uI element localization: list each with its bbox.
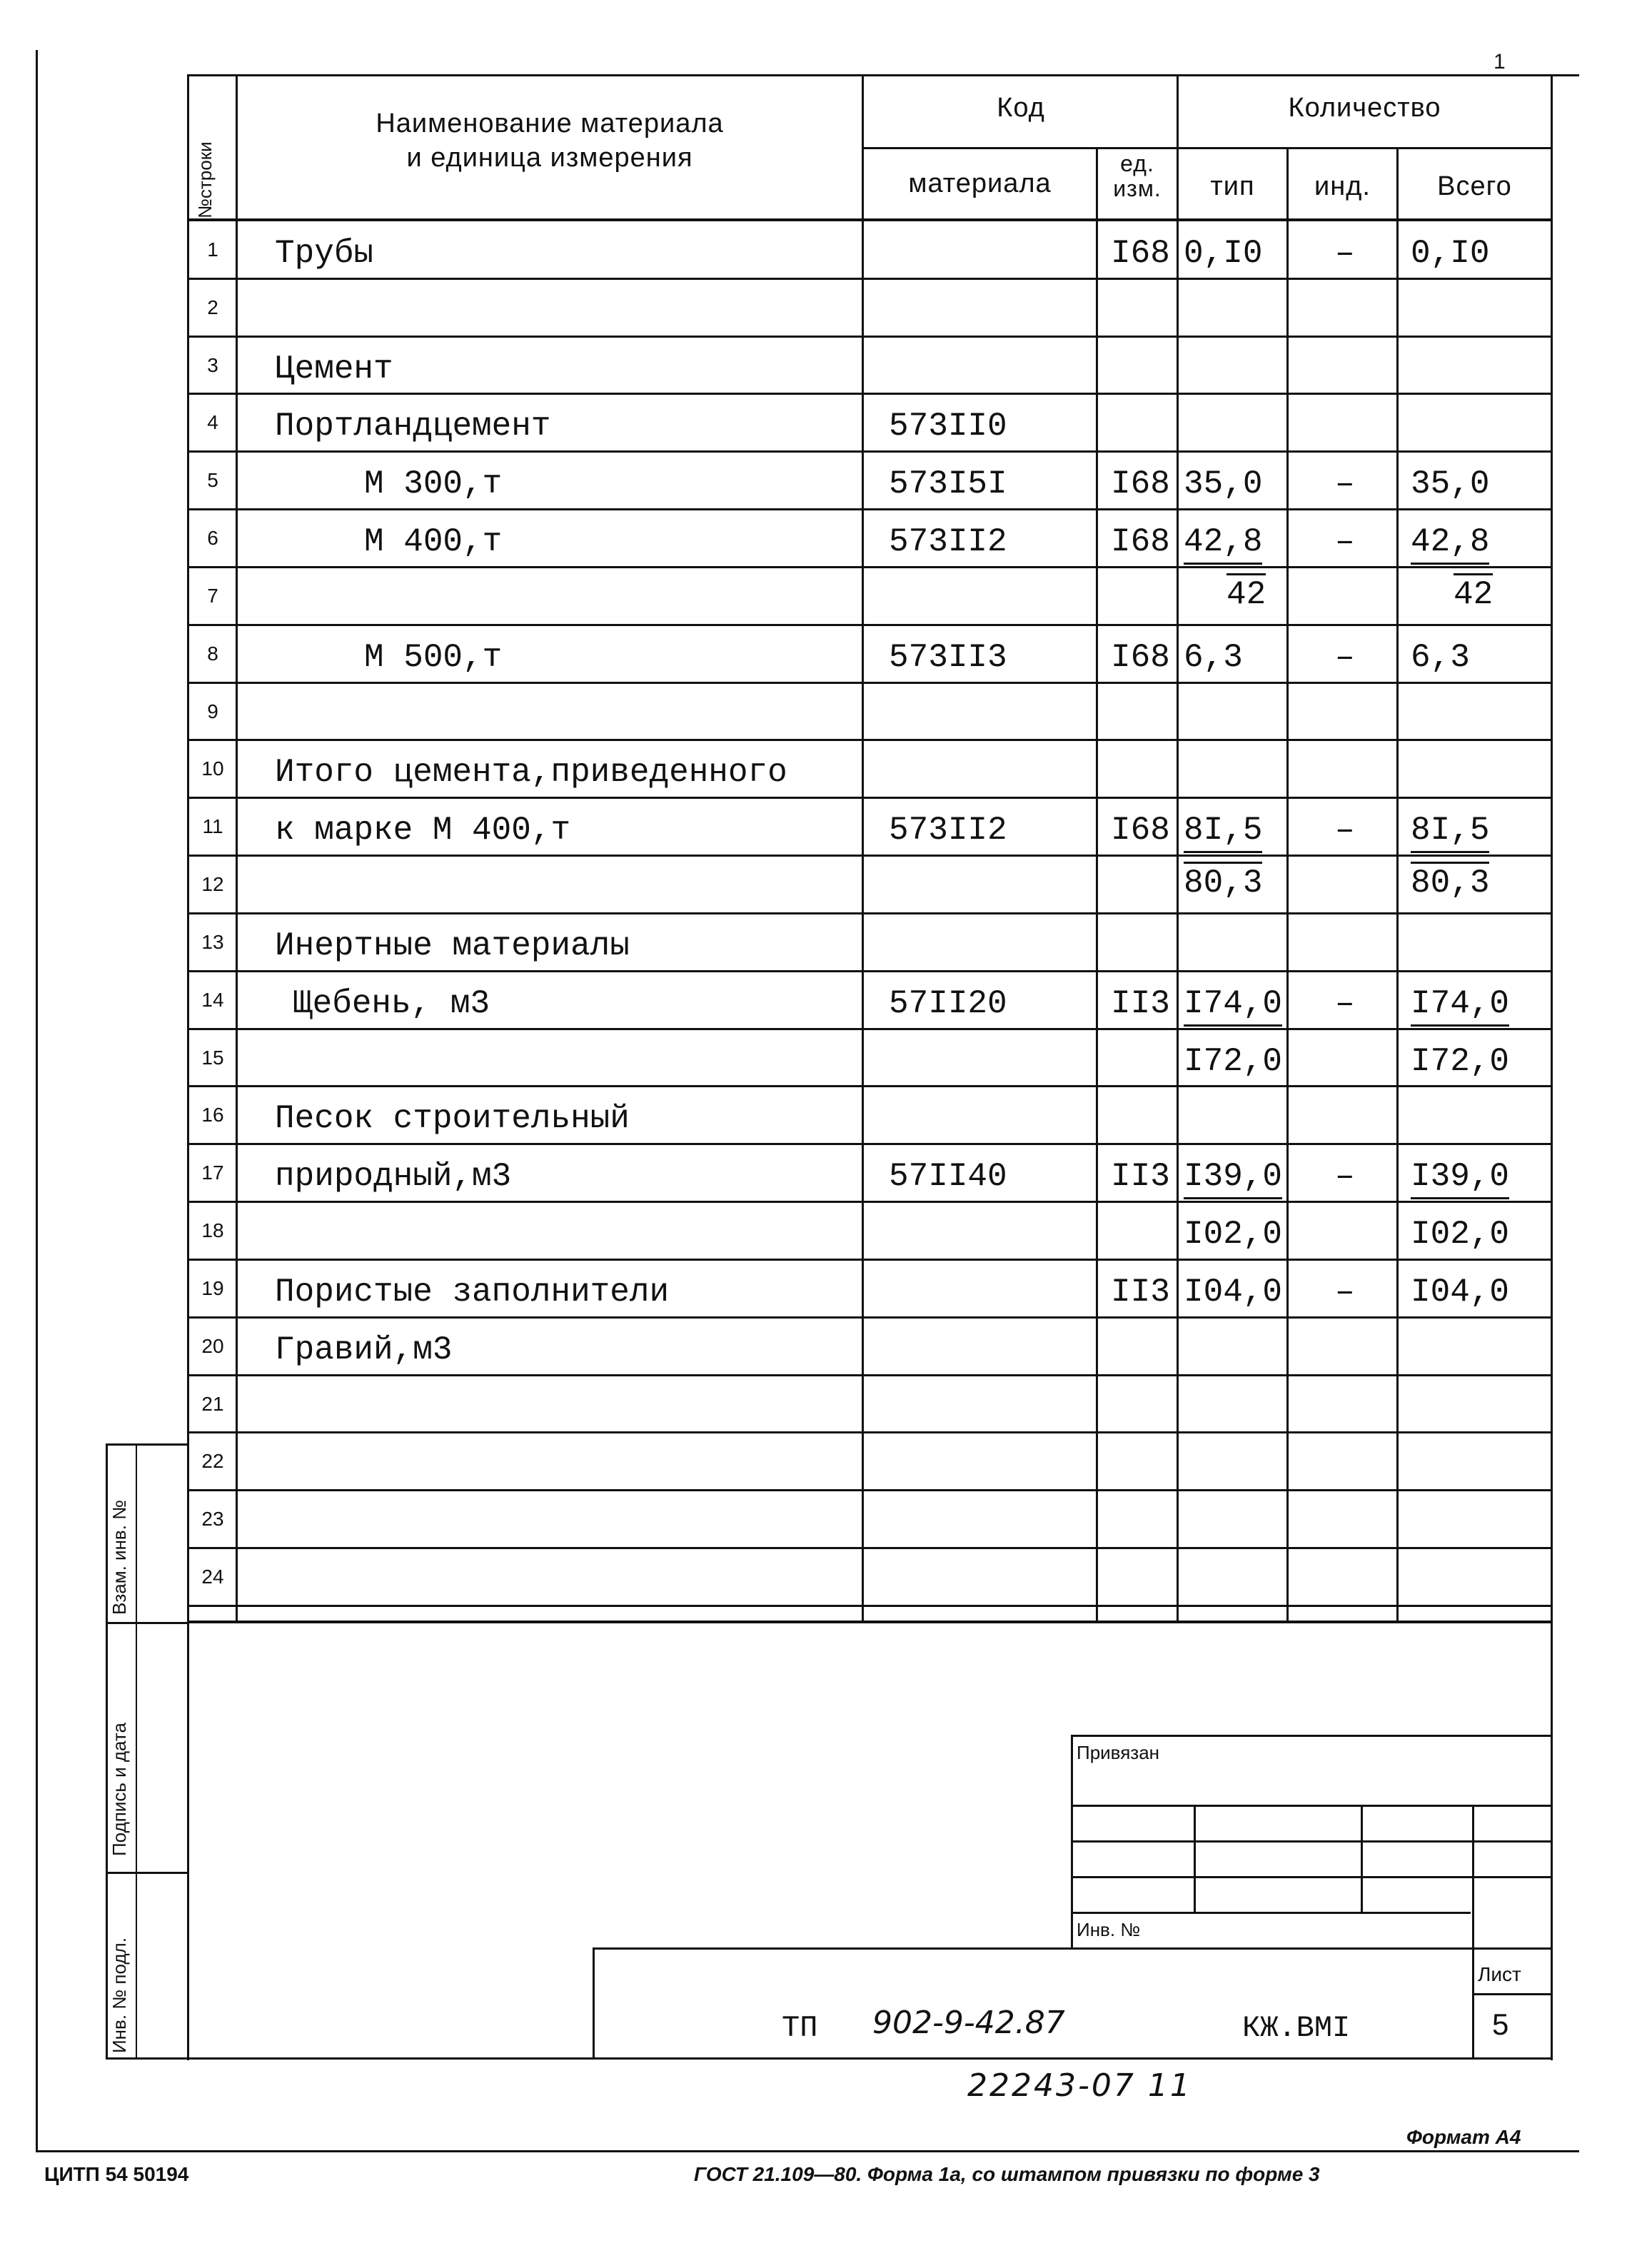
col-ind-header: инд. [1314, 171, 1371, 201]
col-line-tip [1286, 147, 1289, 1621]
left-margin-line [36, 50, 38, 2152]
col-line-code [1096, 147, 1098, 1621]
row-number: 14 [201, 988, 224, 1011]
row-tip: 42,8 [1184, 525, 1262, 565]
row-tip: I74,0 [1184, 987, 1282, 1027]
footer-left: ЦИТП 54 50194 [44, 2163, 189, 2185]
row-number: 19 [201, 1276, 224, 1299]
row-total: I04,0 [1411, 1273, 1510, 1311]
row-tip: 6,3 [1184, 638, 1243, 676]
list-value: 5 [1492, 2007, 1509, 2041]
handwritten-number: 22243-07 11 [967, 2067, 1192, 2104]
col-tip-header: тип [1210, 171, 1255, 201]
col-line-ind [1396, 147, 1399, 1621]
row-number: 9 [207, 700, 218, 722]
row-line [187, 970, 1553, 972]
stamp-inv-label: Инв. № [1077, 1919, 1141, 1940]
row-code: 57II20 [889, 984, 1007, 1022]
row-number: 1 [207, 238, 218, 261]
row-ind: – [1335, 638, 1355, 676]
row-total: 6,3 [1411, 638, 1470, 676]
row-line [187, 1201, 1553, 1203]
row-name: к марке М 400,т [275, 812, 571, 850]
row-number: 11 [202, 815, 223, 838]
row-line [187, 797, 1553, 799]
row-line [187, 1605, 1553, 1607]
title-block-top [593, 1947, 1553, 1950]
row-name: М 500,т [364, 638, 503, 676]
row-total: 35,0 [1411, 465, 1490, 503]
col-line-unit [1177, 74, 1179, 1621]
row-line [187, 1143, 1553, 1145]
frame-right-line [1551, 74, 1553, 2060]
row-name: Щебень, м3 [293, 984, 490, 1022]
row-number: 15 [201, 1046, 224, 1069]
header-mid-line [862, 147, 1553, 149]
row-number: 20 [201, 1334, 224, 1357]
col-unit-header: ед. изм. [1113, 151, 1162, 202]
side-block-left-line [106, 1443, 108, 2060]
row-tip: 0,I0 [1184, 235, 1263, 272]
side-block-div2 [106, 1872, 189, 1874]
row-ind: – [1335, 1158, 1355, 1196]
side-label-vzam: Взам. инв. № [109, 1499, 130, 1615]
row-line [187, 1489, 1553, 1491]
row-number: 16 [201, 1104, 224, 1127]
row-unit: I68 [1111, 235, 1170, 272]
row-line [187, 450, 1553, 453]
row-total: 42 [1454, 573, 1493, 611]
row-number: 7 [207, 584, 218, 607]
row-name: Портландцемент [275, 408, 551, 445]
row-name: Пористые заполнители [275, 1273, 670, 1311]
col-line-num [236, 74, 238, 1621]
row-name: Песок строительный [275, 1100, 630, 1138]
stamp-privyazan-top [1071, 1735, 1553, 1737]
side-block-top-line [106, 1443, 189, 1446]
row-number: 22 [201, 1450, 224, 1473]
row-name: природный,м3 [275, 1158, 512, 1196]
col-line-name [862, 74, 864, 1621]
side-label-inv-podl: Инв. № подл. [109, 1937, 130, 2053]
row-total: 0,I0 [1411, 235, 1490, 272]
row-number: 5 [207, 469, 218, 492]
row-number: 18 [201, 1219, 224, 1242]
row-code: 573II0 [889, 408, 1007, 445]
row-tip: I02,0 [1184, 1216, 1283, 1254]
row-ind: – [1335, 984, 1355, 1022]
row-code: 573II2 [889, 523, 1007, 561]
row-line [187, 1374, 1553, 1376]
row-line [187, 1547, 1553, 1549]
row-total: I39,0 [1411, 1160, 1509, 1199]
title-block-left [593, 1947, 595, 2060]
row-unit: II3 [1111, 984, 1170, 1022]
row-total: 42,8 [1411, 525, 1489, 565]
row-tip: 35,0 [1184, 465, 1263, 503]
row-ind: – [1335, 523, 1355, 561]
doc-prefix: ТП [782, 2011, 818, 2045]
row-number: 13 [201, 930, 224, 953]
col-total-header: Всего [1437, 171, 1512, 201]
row-unit: II3 [1111, 1158, 1170, 1196]
row-ind: – [1335, 465, 1355, 503]
row-line [187, 912, 1553, 914]
header-bottom-line [187, 218, 1553, 221]
doc-number: 902-9-42.87 [872, 2005, 1065, 2041]
side-label-podpis: Подпись и дата [109, 1722, 130, 1856]
row-line [187, 508, 1553, 510]
row-line [187, 1259, 1553, 1261]
row-ind: – [1335, 235, 1355, 272]
table-bottom-line [187, 1621, 1553, 1623]
row-line [187, 682, 1553, 684]
row-tip: 80,3 [1184, 862, 1262, 899]
row-tip: I72,0 [1184, 1042, 1283, 1080]
row-code: 57II40 [889, 1158, 1007, 1196]
row-unit: I68 [1111, 465, 1170, 503]
row-line [187, 739, 1553, 741]
frame-bottom-line [106, 2057, 1553, 2060]
stamp-row-line-3 [1071, 1876, 1553, 1878]
row-total: I74,0 [1411, 987, 1509, 1027]
row-line [187, 624, 1553, 626]
list-cell-divider [1472, 1993, 1553, 1995]
row-number: 4 [207, 411, 218, 434]
col-code-group-header: Код [997, 93, 1045, 123]
frame-left-line [187, 74, 189, 2060]
row-ind: – [1335, 1273, 1355, 1311]
row-number: 12 [201, 873, 224, 896]
row-tip: I04,0 [1184, 1273, 1283, 1311]
row-total: 80,3 [1411, 862, 1489, 899]
row-line [187, 1431, 1553, 1433]
doc-code: КЖ.ВМI [1242, 2011, 1351, 2045]
row-number: 10 [201, 757, 224, 780]
row-line [187, 855, 1553, 857]
stamp-col-line-3 [1472, 1805, 1474, 2060]
table-top-line [187, 74, 1579, 76]
row-name: М 300,т [364, 465, 503, 503]
row-name: Гравий,м3 [275, 1331, 453, 1369]
row-unit: II3 [1111, 1273, 1170, 1311]
row-tip: I39,0 [1184, 1160, 1282, 1199]
stamp-row-line-4 [1071, 1912, 1471, 1914]
row-number: 3 [207, 353, 218, 376]
col-qty-group-header: Количество [1288, 93, 1441, 123]
row-line [187, 1085, 1553, 1087]
row-code: 573II3 [889, 638, 1007, 676]
row-line [187, 1028, 1553, 1030]
footer-line [36, 2150, 1579, 2152]
row-unit: I68 [1111, 638, 1170, 676]
row-code: 573I5I [889, 465, 1007, 503]
row-line [187, 1316, 1553, 1319]
stamp-col-line-2 [1361, 1805, 1363, 1912]
row-total: I02,0 [1411, 1216, 1510, 1254]
row-number: 6 [207, 527, 218, 550]
list-label: Лист [1478, 1963, 1521, 1985]
row-line [187, 278, 1553, 280]
row-line [187, 393, 1553, 395]
row-number: 23 [201, 1508, 224, 1531]
row-unit: I68 [1111, 812, 1170, 850]
row-number: 17 [201, 1161, 224, 1184]
row-name: М 400,т [364, 523, 503, 561]
side-block-div1 [106, 1622, 189, 1624]
page-mark: 1 [1493, 50, 1506, 74]
stamp-col-line-1 [1194, 1805, 1196, 1912]
col-name-header: Наименование материала и единица измерения [376, 109, 724, 173]
row-name: Инертные материалы [275, 927, 630, 964]
col-material-header: материала [908, 168, 1052, 198]
row-name: Итого цемента,приведенного [275, 754, 787, 792]
row-ind: – [1335, 812, 1355, 850]
stamp-privyazan-label: Привязан [1077, 1742, 1160, 1763]
side-block-mid-line [136, 1443, 137, 2060]
row-tip: 42 [1226, 573, 1266, 611]
row-number: 24 [201, 1566, 224, 1588]
footer-format: Формат А4 [1406, 2126, 1521, 2148]
row-line [187, 566, 1553, 568]
row-code: 573II2 [889, 812, 1007, 850]
row-name: Цемент [275, 350, 393, 388]
col-num-header: №строки [194, 141, 216, 218]
row-line [187, 336, 1553, 338]
row-tip: 8I,5 [1184, 814, 1262, 853]
row-total: I72,0 [1411, 1042, 1510, 1080]
stamp-row-line-2 [1071, 1840, 1553, 1843]
row-total: 8I,5 [1411, 814, 1489, 853]
stamp-row-line-1 [1071, 1805, 1553, 1807]
row-number: 8 [207, 642, 218, 665]
row-number: 2 [207, 296, 218, 318]
footer-gost: ГОСТ 21.109—80. Форма 1а, со штампом привязки по форме 3 [694, 2163, 1320, 2185]
row-number: 21 [201, 1392, 224, 1415]
row-name: Трубы [275, 235, 374, 272]
row-unit: I68 [1111, 523, 1170, 561]
